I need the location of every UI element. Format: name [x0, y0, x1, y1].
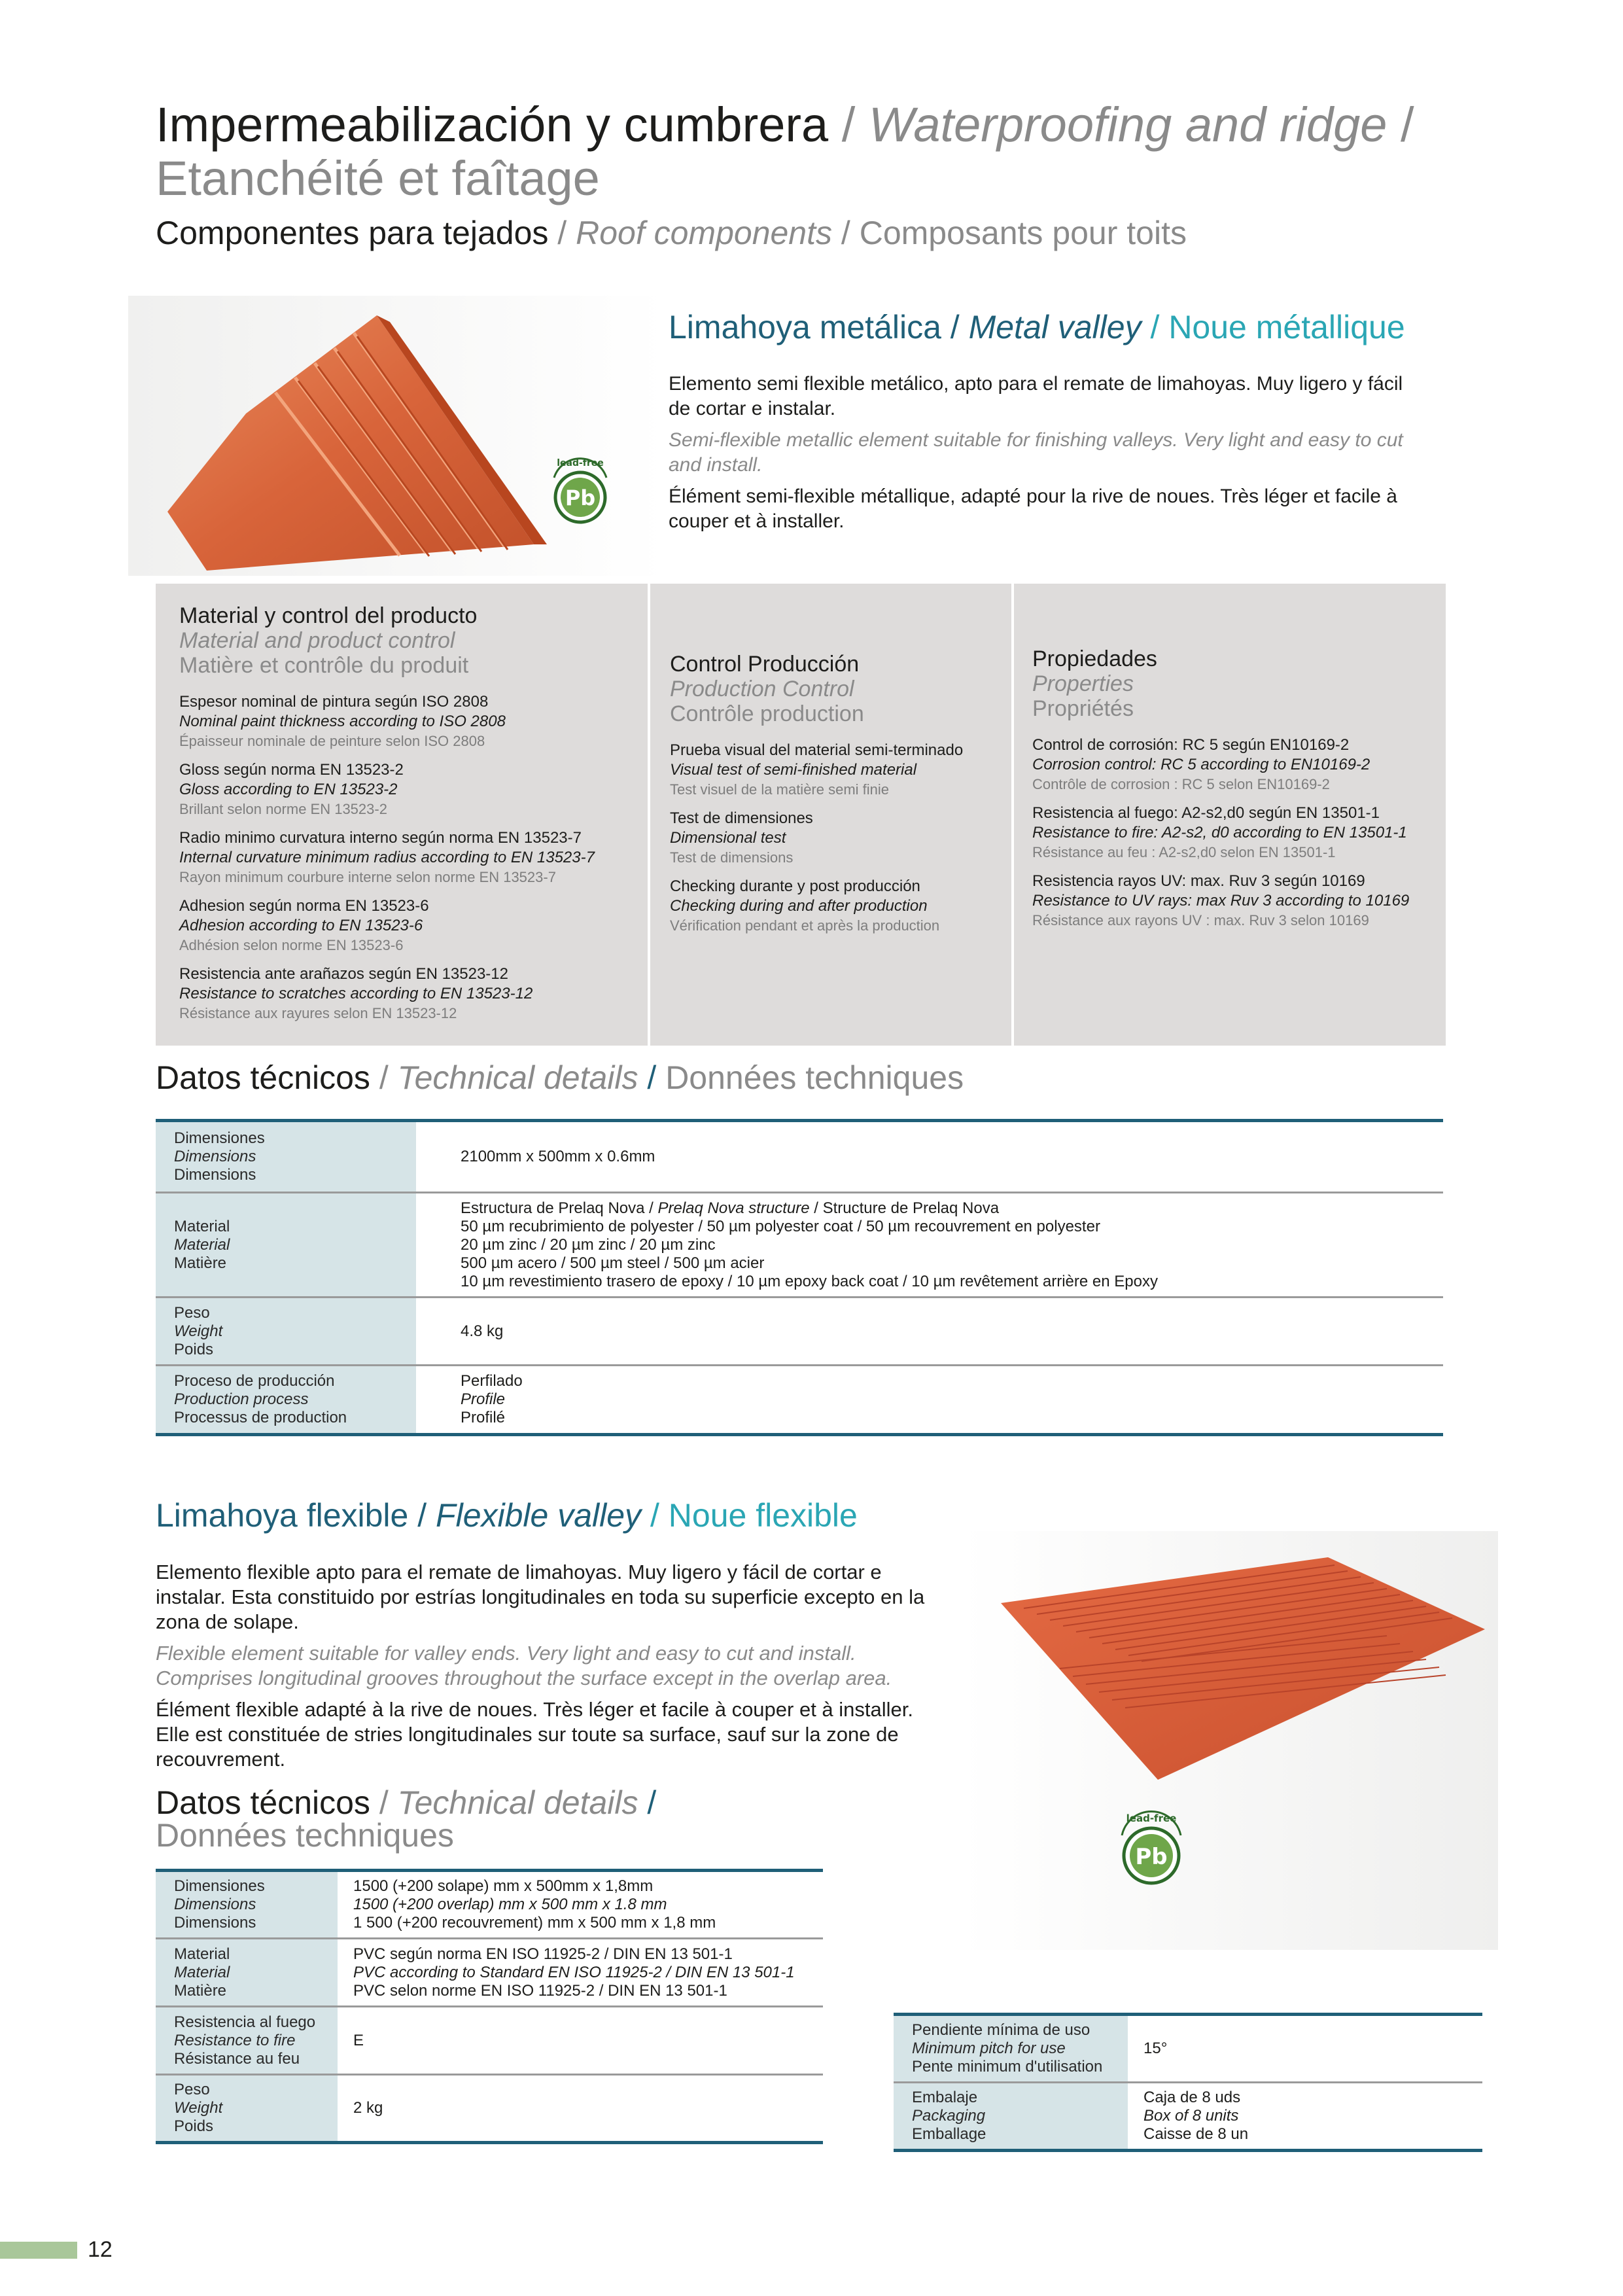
- table-row: Resistencia al fuego Resistance to fire Résistance au feu E: [156, 2007, 823, 2075]
- page-number-bar: [0, 2242, 77, 2259]
- table-row: Dimensiones Dimensions Dimensions 1500 (+200 solape) mm x 500mm x 1,8mm 1500 (+200 overlap) mm x 500 mm x 1.8 mm 1 500 (+200 recouvrement) mm x 500 mm x 1,8 mm: [156, 1871, 823, 1939]
- spec-col2-head-es: Control Producción: [670, 652, 860, 677]
- spec-item: Test de dimensiones Dimensional test Test de dimensions: [670, 809, 813, 866]
- spec-col1-head-en: Material and product control: [179, 628, 455, 653]
- spec-item: Resistencia rayos UV: max. Ruv 3 según 10169 Resistance to UV rays: max Ruv 3 according to 10169 Résistance aux rayons UV : max. Ruv 3 selon 10169: [1032, 872, 1410, 928]
- subtitle-en: Roof components: [576, 215, 833, 251]
- svg-text:lead-free: lead-free: [557, 458, 604, 468]
- svg-text:Pb: Pb: [1135, 1844, 1168, 1870]
- table-row: Material Material Matière PVC según norma EN ISO 11925-2 / DIN EN 13 501-1 PVC according to Standard EN ISO 11925-2 / DIN EN 13 501-1 PVC selon norme EN ISO 11925-2 / DIN EN 13 501-1: [156, 1939, 823, 2007]
- table-row: Peso Weight Poids 4.8 kg: [156, 1298, 1443, 1366]
- tech-details-title-2: Datos técnicos / Technical details / Données techniques: [156, 1784, 657, 1854]
- table-row: Embalaje Packaging Emballage Caja de 8 uds Box of 8 units Caisse de 8 un: [894, 2083, 1482, 2151]
- subtitle-fr: Composants pour toits: [859, 215, 1187, 251]
- metal-valley-description: [669, 372, 1427, 540]
- spec-col3-head-fr: Propriétés: [1032, 696, 1134, 721]
- spec-item: Checking durante y post producción Checking during and after production Vérification pendant et après la production: [670, 877, 940, 934]
- tech-details-table-metal: [156, 1119, 1443, 1436]
- table-row: Material Material Matière Estructura de Prelaq Nova / Prelaq Nova structure / Structure de Prelaq Nova 50 µm recubrimiento de polyester / 50 µm polyester coat / 50 µm recouvrement en polyester 20 µm zinc / 20 µm zinc / 20 µm zinc 500 µm acero / 500 µm steel / 500 µm acier 10 µm revestimiento trasero de epoxy / 10 µm epoxy back coat / 10 µm revêtement arrière en Epoxy: [156, 1193, 1443, 1298]
- lead-free-badge: [1112, 1806, 1191, 1891]
- title-sep: /: [1401, 97, 1414, 152]
- spec-col2-head-en: Production Control: [670, 677, 854, 701]
- title-sep: /: [1150, 309, 1160, 345]
- desc-es: Elemento semi flexible metálico, apto para el remate de limahoyas. Muy ligero y fácil de cortar e instalar.: [669, 373, 1403, 419]
- table-row: Peso Weight Poids 2 kg: [156, 2075, 823, 2143]
- title-sep: /: [950, 309, 960, 345]
- title-fr: Etanchéité et faîtage: [156, 151, 600, 205]
- spec-col2-head-fr: Contrôle production: [670, 701, 864, 726]
- metal-valley-image: [128, 296, 665, 576]
- title-es: Impermeabilización y cumbrera: [156, 97, 829, 152]
- spec-item: Adhesion según norma EN 13523-6 Adhesion according to EN 13523-6 Adhésion selon norme EN 13523-6: [179, 897, 429, 953]
- spec-col3-head-es: Propiedades: [1032, 646, 1157, 671]
- spec-item: Resistencia ante arañazos según EN 13523-12 Resistance to scratches according to EN 13523-12 Résistance aux rayures selon EN 13523-12: [179, 965, 533, 1021]
- desc-fr: Élément semi-flexible métallique, adapté pour la rive de noues. Très léger et facile à couper et à installer.: [669, 486, 1397, 532]
- metal-valley-title-en: Metal valley: [968, 309, 1142, 345]
- spec-column-production: [670, 584, 1010, 1114]
- title-en: Waterproofing and ridge: [868, 97, 1387, 152]
- metal-valley-title: [669, 308, 1519, 347]
- subtitle-es: Componentes para tejados: [156, 215, 549, 251]
- page-title: [156, 98, 1464, 205]
- page-subtitle: [156, 213, 1187, 253]
- spec-col1-head-fr: Matière et contrôle du produit: [179, 653, 469, 678]
- svg-text:lead-free: lead-free: [1126, 1812, 1177, 1824]
- tech-details-table-pitch: [894, 2013, 1482, 2152]
- tech-details-title: Datos técnicos / Technical details / Données techniques: [156, 1059, 964, 1096]
- desc-en: Semi-flexible metallic element suitable for finishing valleys. Very light and easy to cut and install.: [669, 429, 1403, 476]
- spec-item: Resistencia al fuego: A2-s2,d0 según EN 13501-1 Resistance to fire: A2-s2, d0 according to EN 13501-1 Résistance au feu : A2-s2,d0 selon EN 13501-1: [1032, 804, 1407, 860]
- table-row: Dimensiones Dimensions Dimensions 2100mm x 500mm x 0.6mm: [156, 1121, 1443, 1193]
- flexible-valley-description: Elemento flexible apto para el remate de limahoyas. Muy ligero y fácil de cortar e instalar. Esta constituido por estrías longitudinales en toda su superficie excepto en la zona de solape. Flexible element suitable for valley ends. Very light and easy to cut and install. Comprises longitudinal grooves throughout the surface except in the overlap area. Élément flexible adapté à la rive de noues. Très léger et facile à couper et à installer. Elle est constituée de stries longitudinales sur toute sa surface, sauf sur la zone de recouvrement.: [156, 1561, 925, 1771]
- page-number: 12: [88, 2237, 113, 2262]
- metal-valley-title-fr: Noue métallique: [1168, 309, 1405, 345]
- spec-item: Control de corrosión: RC 5 según EN10169-2 Corrosion control: RC 5 according to EN10169-2 Contrôle de corrosion : RC 5 selon EN10169-2: [1032, 736, 1370, 792]
- subtitle-sep: /: [557, 215, 567, 251]
- tech-details-table-flexible: [156, 1869, 823, 2144]
- spec-item: Gloss según norma EN 13523-2 Gloss according to EN 13523-2 Brillant selon norme EN 13523-2: [179, 761, 404, 817]
- metal-valley-title-es: Limahoya metálica: [669, 309, 941, 345]
- spec-item: Espesor nominal de pintura según ISO 2808 Nominal paint thickness according to ISO 2808 Épaisseur nominale de peinture selon ISO 2808: [179, 693, 506, 749]
- table-row: Proceso de producción Production process Processus de production Perfilado Profile Profilé: [156, 1366, 1443, 1435]
- spec-column-material: [179, 584, 637, 1065]
- spec-divider: [648, 584, 650, 1046]
- lead-free-badge: [544, 451, 616, 530]
- spec-divider: [1011, 584, 1014, 1046]
- spec-box: [156, 584, 1446, 1046]
- spec-item: Radio minimo curvatura interno según norma EN 13523-7 Internal curvature minimum radius according to EN 13523-7 Rayon minimum courbure interne selon norme EN 13523-7: [179, 829, 595, 885]
- spec-column-properties: [1032, 584, 1438, 1108]
- spec-col1-head-es: Material y control del producto: [179, 603, 478, 628]
- spec-col3-head-en: Properties: [1032, 671, 1134, 696]
- table-row: Pendiente mínima de uso Minimum pitch for use Pente minimum d'utilisation 15°: [894, 2015, 1482, 2083]
- svg-text:Pb: Pb: [565, 486, 596, 510]
- title-sep: /: [841, 97, 856, 152]
- spec-item: Prueba visual del material semi-terminado Visual test of semi-finished material Test visuel de la matière semi finie: [670, 741, 964, 798]
- flexible-valley-title: Limahoya flexible / Flexible valley / Noue flexible: [156, 1497, 858, 1534]
- subtitle-sep: /: [841, 215, 850, 251]
- flexible-valley-image: [962, 1531, 1498, 1950]
